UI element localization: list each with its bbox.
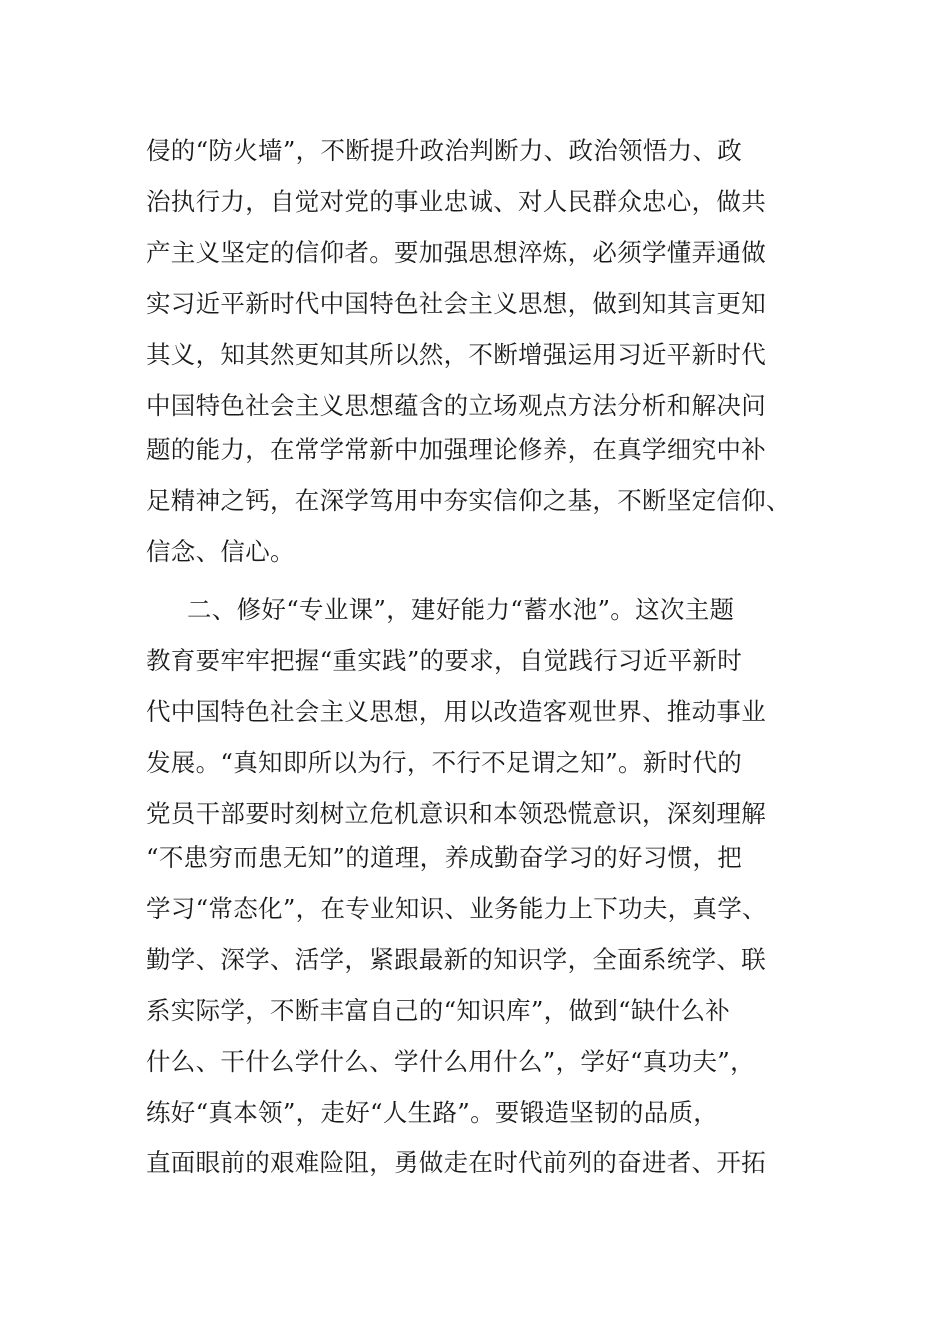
text-line: 学习“常态化”，在专业知识、业务能力上下功夫，真学、 (146, 894, 767, 923)
text-line: 什么、干什么学什么、学什么用什么”，学好“真功夫”， (146, 1047, 755, 1076)
text-line: 党员干部要时刻树立危机意识和本领恐慌意识，深刻理解 (146, 799, 766, 828)
text-line: 足精神之钙，在深学笃用中夯实信仰之基，不断坚定信仰、 (146, 486, 791, 515)
paragraph-start-line: 二、修好“专业课”，建好能力“蓄水池”。这次主题 (187, 595, 735, 624)
text-line: 产主义坚定的信仰者。要加强思想淬炼，必须学懂弄通做 (146, 238, 766, 267)
text-line: 代中国特色社会主义思想，用以改造客观世界、推动事业 (146, 697, 766, 726)
text-line: 勤学、深学、活学，紧跟最新的知识学，全面系统学、联 (146, 945, 766, 974)
text-line: 实习近平新时代中国特色社会主义思想，做到知其言更知 (146, 289, 766, 318)
text-line: 治执行力，自觉对党的事业忠诚、对人民群众忠心，做共 (146, 187, 766, 216)
text-line: 练好“真本领”，走好“人生路”。要锻造坚韧的品质， (146, 1098, 719, 1127)
text-line: 发展。“真知即所以为行，不行不足谓之知”。新时代的 (146, 748, 743, 777)
text-line: 其义，知其然更知其所以然，不断增强运用习近平新时代 (146, 340, 766, 369)
text-line: 中国特色社会主义思想蕴含的立场观点方法分析和解决问 (146, 391, 766, 420)
text-line: 信念、信心。 (146, 537, 295, 566)
text-line: 系实际学，不断丰富自己的“知识库”，做到“缺什么补 (146, 996, 731, 1025)
text-line: 直面眼前的艰难险阻，勇做走在时代前列的奋进者、开拓 (146, 1148, 766, 1177)
text-line: 侵的“防火墙”，不断提升政治判断力、政治领悟力、政 (146, 136, 743, 165)
text-line: 题的能力，在常学常新中加强理论修养，在真学细究中补 (146, 435, 766, 464)
text-line: “不患穷而患无知”的道理，养成勤奋学习的好习惯，把 (146, 843, 743, 872)
text-line: 教育要牢牢把握“重实践”的要求，自觉践行习近平新时 (146, 646, 743, 675)
